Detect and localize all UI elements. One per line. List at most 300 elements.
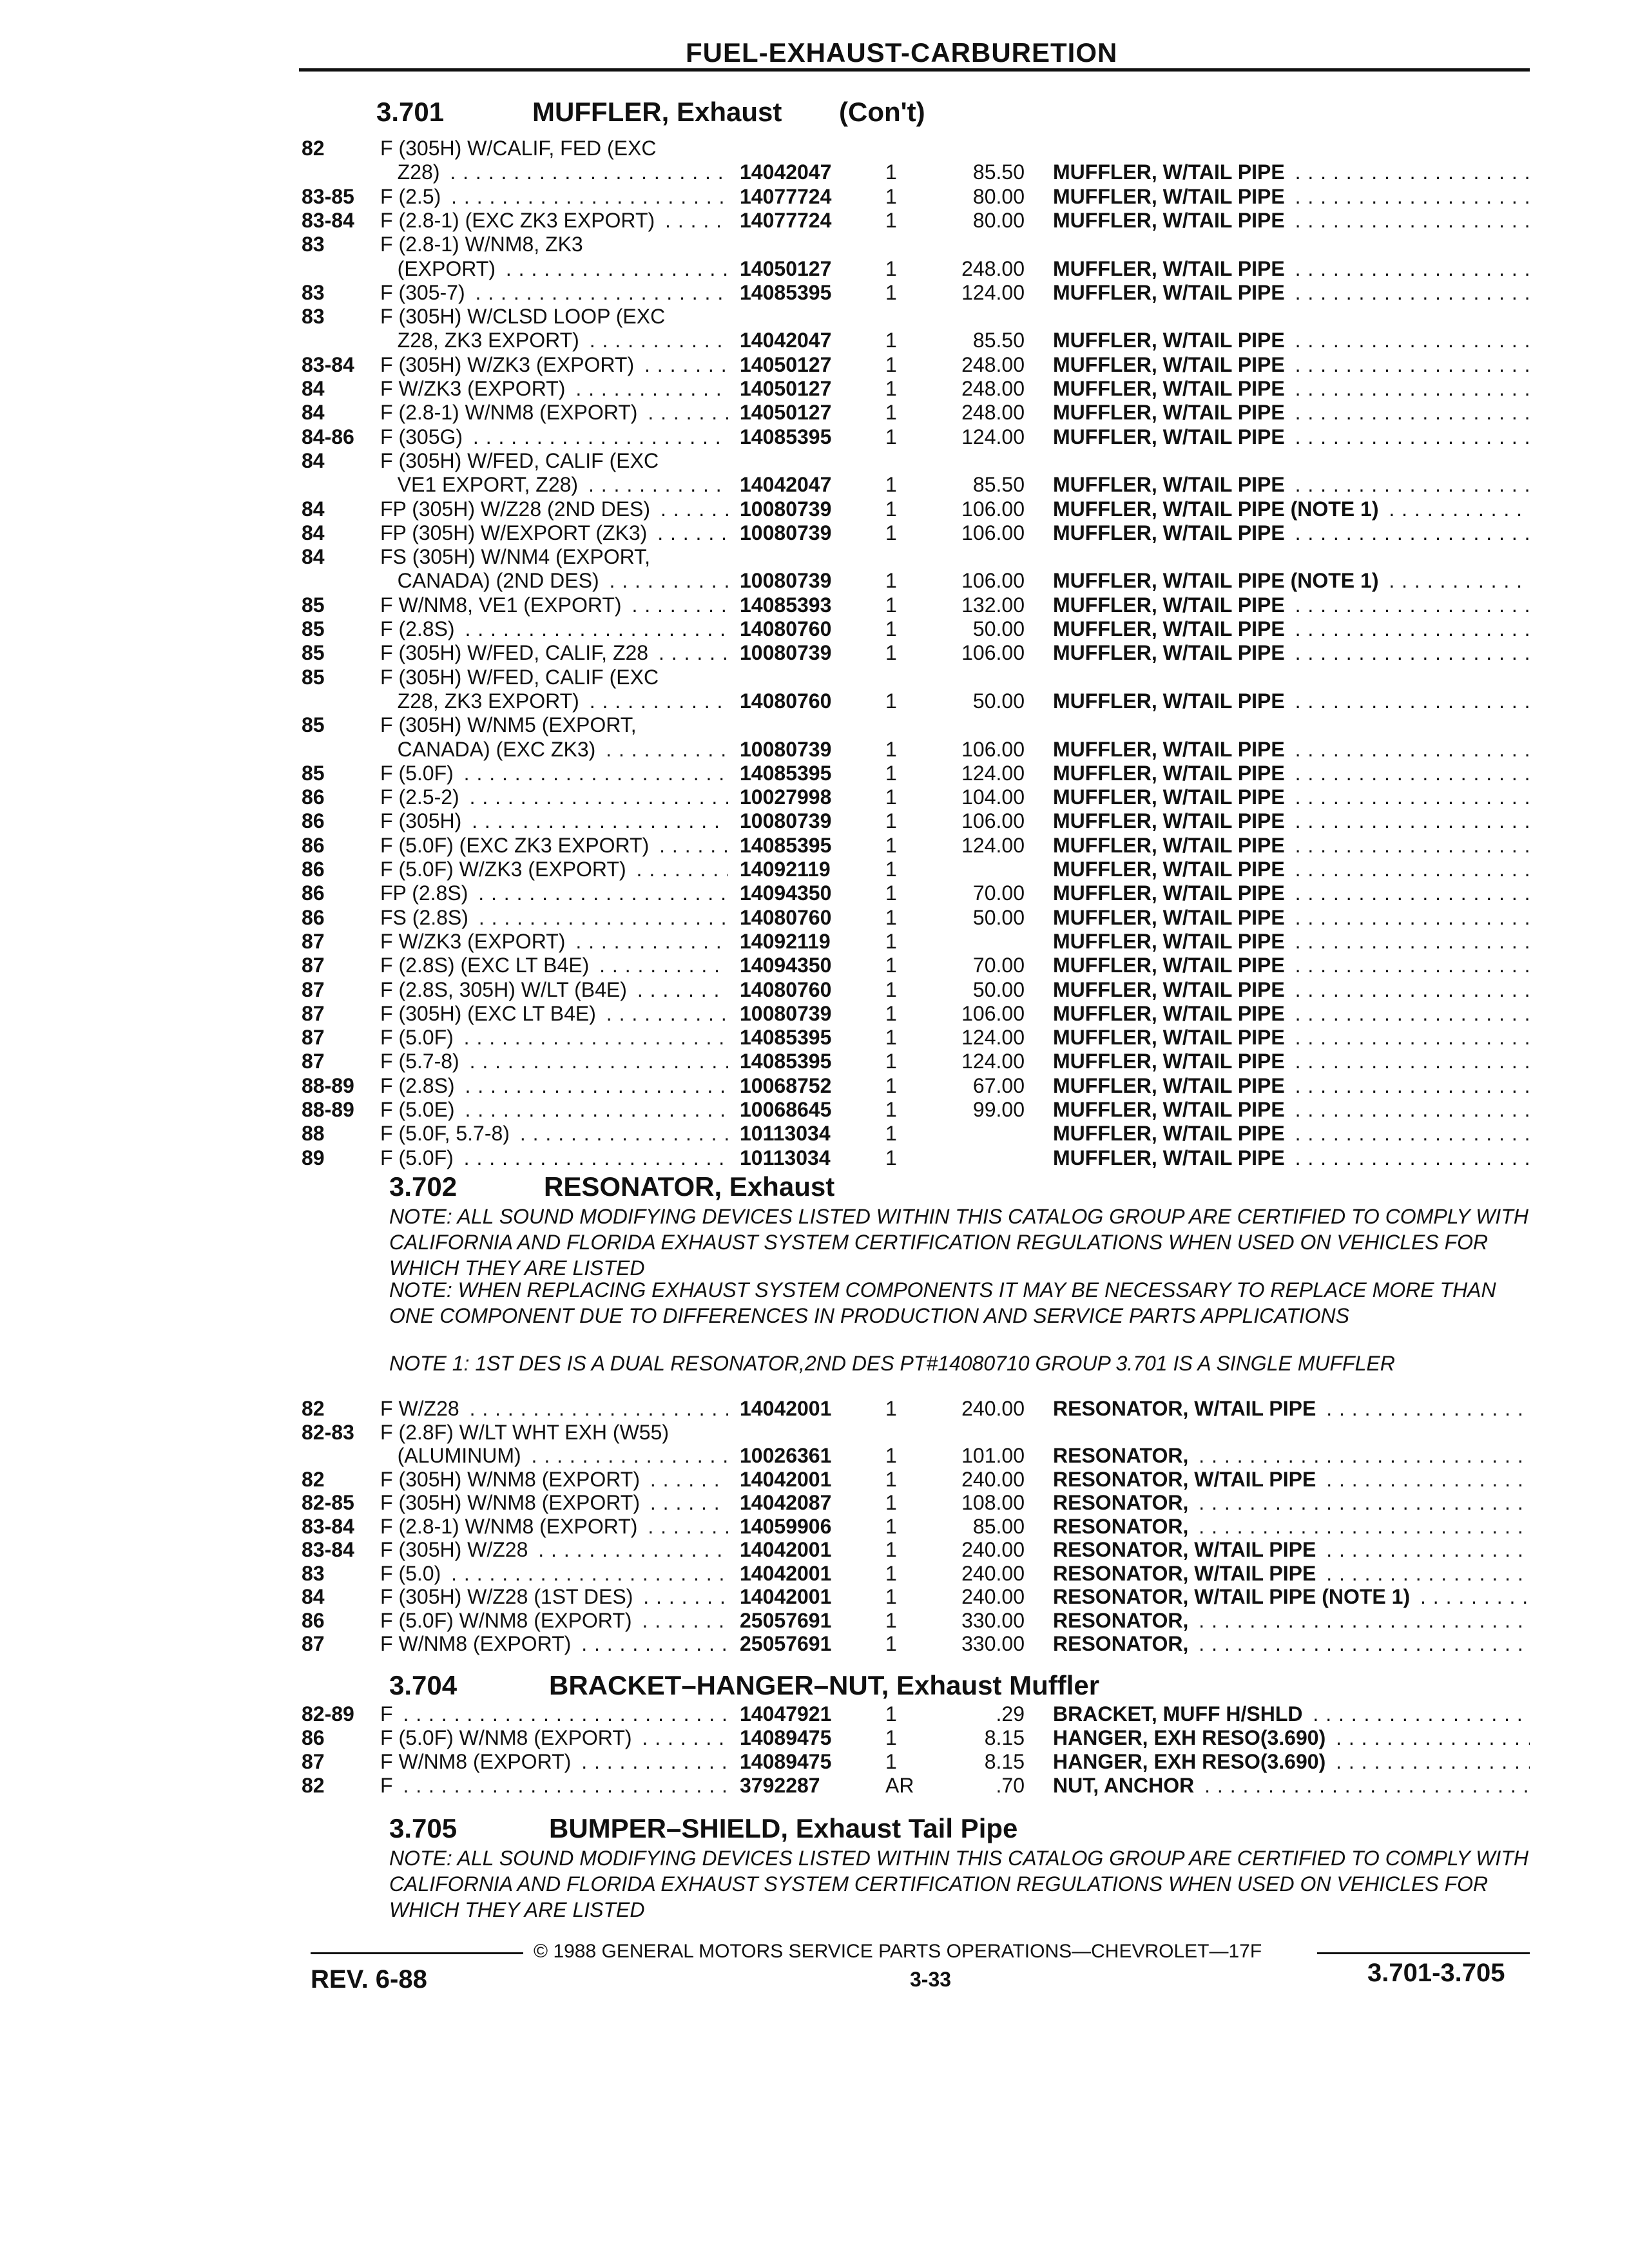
price: 80.00 [972, 185, 1025, 208]
application-description [380, 1444, 728, 1468]
part-name [1053, 906, 1530, 930]
price: 50.00 [972, 689, 1025, 713]
price: 106.00 [961, 641, 1025, 664]
description-text: F (305H) W/NM8 (EXPORT) [380, 1468, 644, 1491]
part-name [1053, 617, 1530, 641]
part-name [1053, 353, 1530, 377]
model-year: 82-83 [302, 1421, 354, 1444]
application-description [380, 209, 728, 233]
quantity: 1 [885, 809, 897, 832]
description-text: F (2.8-1) W/NM8, ZK3 [380, 233, 587, 256]
quantity: 1 [885, 1026, 897, 1049]
part-number: 14080760 [736, 906, 831, 930]
section-title: MUFFLER, Exhaust [532, 97, 782, 127]
quantity: 1 [885, 1562, 897, 1585]
description-text: F (2.8S, 305H) W/LT (B4E) [380, 978, 631, 1001]
model-year: 82-89 [302, 1702, 354, 1725]
model-year: 85 [302, 617, 325, 640]
description-text: F (5.0F) [380, 1026, 458, 1049]
part-name [1053, 954, 1530, 977]
part-name [1053, 1585, 1530, 1609]
part-number: 14042047 [736, 160, 831, 184]
part-name-text: RESONATOR, W/TAIL PIPE [1053, 1562, 1320, 1585]
description-text: F (305H) W/FED, CALIF (EXC [380, 666, 662, 689]
part-name-text: MUFFLER, W/TAIL PIPE [1053, 521, 1289, 544]
description-text: F (2.8S) (EXC LT B4E) [380, 954, 593, 977]
quantity: AR [885, 1774, 914, 1797]
price: 132.00 [961, 593, 1025, 617]
application-description [380, 858, 728, 881]
model-year: 83 [302, 305, 325, 328]
model-year: 85 [302, 593, 325, 617]
part-number: 14080760 [736, 689, 831, 713]
part-name-text: RESONATOR, [1053, 1515, 1192, 1538]
part-name-text: MUFFLER, W/TAIL PIPE [1053, 160, 1289, 184]
application-description [380, 738, 728, 762]
part-name [1053, 978, 1530, 1002]
quantity: 1 [885, 1726, 897, 1749]
price: 99.00 [972, 1098, 1025, 1121]
part-name [1053, 401, 1530, 425]
part-name-text: HANGER, EXH RESO(3.690) [1053, 1750, 1329, 1773]
model-year: 82-85 [302, 1491, 354, 1514]
quantity: 1 [885, 1538, 897, 1561]
quantity: 1 [885, 738, 897, 761]
description-text: F (5.0F) W/ZK3 (EXPORT) [380, 858, 630, 881]
model-year: 86 [302, 1726, 325, 1749]
application-description [380, 1750, 728, 1774]
quantity: 1 [885, 1002, 897, 1025]
part-number: 10068752 [736, 1074, 831, 1098]
part-name [1053, 185, 1530, 209]
price: 101.00 [961, 1444, 1025, 1467]
part-name [1053, 569, 1530, 593]
part-name [1053, 785, 1530, 809]
description-text: F (305H) W/NM8 (EXPORT) [380, 1491, 644, 1514]
price: 124.00 [961, 1026, 1025, 1049]
application-description [380, 713, 728, 737]
application-description [380, 1774, 728, 1798]
application-description [380, 785, 728, 809]
price: 70.00 [972, 881, 1025, 905]
part-name-text: MUFFLER, W/TAIL PIPE [1053, 834, 1289, 857]
model-year: 83 [302, 233, 325, 256]
description-text: F (2.8S) [380, 1074, 459, 1097]
model-year: 83-84 [302, 353, 354, 376]
part-number: 10113034 [736, 1146, 831, 1170]
application-description [380, 521, 728, 545]
part-name-text: MUFFLER, W/TAIL PIPE [1053, 425, 1289, 448]
application-description [380, 353, 728, 377]
model-year: 86 [302, 834, 325, 857]
part-name [1053, 497, 1530, 521]
quantity: 1 [885, 425, 897, 448]
section-note: NOTE: WHEN REPLACING EXHAUST SYSTEM COMPONENTS IT MAY BE NECESSARY TO REPLACE MORE THAN ONE COMPONENT DUE TO DIFFERENCES IN PRODUCTION AND SERVICE PARTS APPLICATIONS [389, 1278, 1496, 1327]
description-text: FP (2.8S) [380, 881, 472, 905]
part-number: 14042001 [736, 1562, 831, 1586]
description-text: F (2.8-1) (EXC ZK3 EXPORT) [380, 209, 659, 232]
price: 50.00 [972, 978, 1025, 1001]
part-name [1053, 1026, 1530, 1050]
application-description [380, 569, 728, 593]
application-description [380, 834, 728, 858]
model-year: 86 [302, 906, 325, 929]
part-name-text: MUFFLER, W/TAIL PIPE [1053, 329, 1289, 352]
part-name [1053, 1515, 1530, 1539]
application-description [380, 593, 728, 617]
part-number: 10080739 [736, 521, 831, 545]
part-number: 14042047 [736, 329, 831, 352]
price: 248.00 [961, 353, 1025, 376]
application-description [380, 233, 728, 256]
description-text: F (305H) (EXC LT B4E) [380, 1002, 600, 1025]
part-name-text: MUFFLER, W/TAIL PIPE [1053, 617, 1289, 640]
section-note: NOTE: ALL SOUND MODIFYING DEVICES LISTED WITHIN THIS CATALOG GROUP ARE CERTIFIED TO COMPLY WITH CALIFORNIA AND FLORIDA EXHAUST SYSTEM CERTIFICATION REGULATIONS WHEN USED ON VEHICLES FOR WHICH THEY ARE LISTED [389, 1205, 1528, 1280]
description-text: F (305H) [380, 809, 465, 832]
application-description [380, 906, 728, 930]
price: 106.00 [961, 521, 1025, 544]
description-text: F (2.5) [380, 185, 445, 208]
model-year: 84 [302, 1585, 325, 1608]
model-year: 86 [302, 785, 325, 809]
application-description [380, 1397, 728, 1421]
application-description [380, 1146, 728, 1170]
part-number: 10080739 [736, 738, 831, 762]
quantity: 1 [885, 569, 897, 592]
part-name-text: MUFFLER, W/TAIL PIPE [1053, 353, 1289, 376]
description-text: Z28, ZK3 EXPORT) [380, 329, 583, 352]
price: 330.00 [961, 1632, 1025, 1655]
description-text: F (305H) W/NM5 (EXPORT, [380, 713, 641, 736]
part-number: 14092119 [736, 930, 831, 954]
price: 106.00 [961, 569, 1025, 592]
model-year: 87 [302, 978, 325, 1001]
part-number: 10027998 [736, 785, 831, 809]
quantity: 1 [885, 521, 897, 544]
part-number: 14085395 [736, 762, 831, 785]
part-number: 10080739 [736, 569, 831, 593]
quantity: 1 [885, 209, 897, 232]
part-name-text: RESONATOR, W/TAIL PIPE (NOTE 1) [1053, 1585, 1414, 1608]
model-year: 82 [302, 137, 325, 160]
part-name-text: MUFFLER, W/TAIL PIPE [1053, 881, 1289, 905]
part-name [1053, 1002, 1530, 1026]
description-text: F (5.0F) [380, 1146, 458, 1169]
quantity: 1 [885, 906, 897, 929]
part-number: 14042001 [736, 1397, 831, 1421]
quantity: 1 [885, 281, 897, 304]
price: 50.00 [972, 906, 1025, 929]
price: 248.00 [961, 257, 1025, 280]
description-text: FP (305H) W/EXPORT (ZK3) [380, 521, 651, 544]
price: 106.00 [961, 497, 1025, 521]
quantity: 1 [885, 689, 897, 713]
description-text: CANADA) (EXC ZK3) [380, 738, 599, 761]
price: 330.00 [961, 1609, 1025, 1632]
price: 240.00 [961, 1562, 1025, 1585]
description-text: Z28) [380, 160, 443, 184]
description-text: F (5.0E) [380, 1098, 459, 1121]
part-number: 14085395 [736, 1026, 831, 1050]
part-name-text: MUFFLER, W/TAIL PIPE [1053, 858, 1289, 881]
description-text: F W/NM8, VE1 (EXPORT) [380, 593, 626, 617]
section-number: 3.702 [389, 1171, 458, 1202]
quantity: 1 [885, 1702, 897, 1725]
part-name-text: MUFFLER, W/TAIL PIPE [1053, 978, 1289, 1001]
model-year: 87 [302, 1632, 325, 1655]
model-year: 89 [302, 1146, 325, 1169]
part-name-text: HANGER, EXH RESO(3.690) [1053, 1726, 1329, 1749]
description-text: F W/NM8 (EXPORT) [380, 1750, 575, 1773]
part-name [1053, 881, 1530, 905]
description-text: F (305H) W/FED, CALIF, Z28 [380, 641, 652, 664]
application-description [380, 809, 728, 833]
part-number: 3792287 [736, 1774, 820, 1798]
description-text: F (2.5-2) [380, 785, 463, 809]
application-description [380, 1515, 728, 1539]
part-name-text: RESONATOR, W/TAIL PIPE [1053, 1468, 1320, 1491]
quantity: 1 [885, 1122, 897, 1145]
part-name [1053, 281, 1530, 305]
description-text: F [380, 1774, 397, 1797]
quantity: 1 [885, 834, 897, 857]
section-number: 3.701 [376, 97, 445, 127]
model-year: 85 [302, 641, 325, 664]
description-text: F W/ZK3 (EXPORT) [380, 930, 569, 953]
quantity: 1 [885, 1397, 897, 1420]
price: 248.00 [961, 377, 1025, 400]
part-name-text: MUFFLER, W/TAIL PIPE [1053, 785, 1289, 809]
part-name-text: MUFFLER, W/TAIL PIPE [1053, 593, 1289, 617]
application-description [380, 281, 728, 305]
application-description [380, 545, 728, 569]
section-title: RESONATOR, Exhaust [544, 1171, 835, 1202]
section-note: NOTE: ALL SOUND MODIFYING DEVICES LISTED WITHIN THIS CATALOG GROUP ARE CERTIFIED TO COMPLY WITH CALIFORNIA AND FLORIDA EXHAUST SYSTEM CERTIFICATION REGULATIONS WHEN USED ON VEHICLES FOR WHICH THEY ARE LISTED [389, 1847, 1528, 1921]
part-number: 14085395 [736, 1050, 831, 1073]
description-text: F W/NM8 (EXPORT) [380, 1632, 575, 1655]
description-text: F (305H) W/CALIF, FED (EXC [380, 137, 660, 160]
model-year: 86 [302, 809, 325, 832]
part-number: 14059906 [736, 1515, 831, 1539]
application-description [380, 160, 728, 184]
part-name-text: RESONATOR, [1053, 1609, 1192, 1632]
model-year: 86 [302, 858, 325, 881]
description-text: FS (305H) W/NM4 (EXPORT, [380, 545, 654, 568]
application-description [380, 978, 728, 1002]
part-name [1053, 1444, 1530, 1468]
description-text: F (2.8S) [380, 617, 459, 640]
part-number: 14080760 [736, 978, 831, 1002]
description-text: F W/ZK3 (EXPORT) [380, 377, 569, 400]
part-number: 14089475 [736, 1750, 831, 1774]
footer-rule-left [311, 1952, 523, 1954]
application-description [380, 617, 728, 641]
part-name [1053, 689, 1530, 713]
part-name-text: MUFFLER, W/TAIL PIPE [1053, 1002, 1289, 1025]
price: 8.15 [984, 1726, 1025, 1749]
part-name-text: NUT, ANCHOR [1053, 1774, 1198, 1797]
part-number: 14080760 [736, 617, 831, 641]
part-name [1053, 762, 1530, 785]
part-number: 14089475 [736, 1726, 831, 1750]
part-number: 10026361 [736, 1444, 831, 1468]
description-text: F (5.0F) W/NM8 (EXPORT) [380, 1609, 636, 1632]
description-text: FP (305H) W/Z28 (2ND DES) [380, 497, 654, 521]
price: 80.00 [972, 209, 1025, 232]
application-description [380, 449, 728, 473]
price: 124.00 [961, 425, 1025, 448]
part-name-text: RESONATOR, [1053, 1444, 1192, 1467]
price: 106.00 [961, 809, 1025, 832]
quantity: 1 [885, 1632, 897, 1655]
description-text: F (305-7) [380, 281, 469, 304]
part-name [1053, 1774, 1530, 1798]
part-number: 10080739 [736, 497, 831, 521]
application-description [380, 401, 728, 425]
application-description [380, 377, 728, 401]
part-number: 14042001 [736, 1468, 831, 1492]
quantity: 1 [885, 1609, 897, 1632]
part-name [1053, 1491, 1530, 1515]
model-year: 87 [302, 1026, 325, 1049]
application-description [380, 425, 728, 449]
application-description [380, 185, 728, 209]
description-text: F (5.0F, 5.7-8) [380, 1122, 514, 1145]
description-text: CANADA) (2ND DES) [380, 569, 603, 592]
model-year: 88-89 [302, 1074, 354, 1097]
part-name-text: MUFFLER, W/TAIL PIPE [1053, 401, 1289, 424]
part-number: 10080739 [736, 641, 831, 665]
part-number: 14085395 [736, 425, 831, 449]
part-name [1053, 1726, 1530, 1750]
application-description [380, 305, 728, 329]
quantity: 1 [885, 930, 897, 953]
application-description [380, 257, 728, 281]
part-name [1053, 329, 1530, 352]
part-name [1053, 473, 1530, 497]
part-name [1053, 1632, 1530, 1656]
part-name [1053, 377, 1530, 401]
part-name-text: MUFFLER, W/TAIL PIPE [1053, 689, 1289, 713]
application-description [380, 930, 728, 954]
part-number: 14077724 [736, 185, 831, 209]
application-description [380, 1026, 728, 1050]
part-name-text: MUFFLER, W/TAIL PIPE (NOTE 1) [1053, 497, 1382, 521]
quantity: 1 [885, 1050, 897, 1073]
part-number: 14085395 [736, 834, 831, 858]
quantity: 1 [885, 1585, 897, 1608]
price: 108.00 [961, 1491, 1025, 1514]
quantity: 1 [885, 377, 897, 400]
quantity: 1 [885, 617, 897, 640]
part-name-text: MUFFLER, W/TAIL PIPE (NOTE 1) [1053, 569, 1382, 592]
part-name [1053, 209, 1530, 233]
application-description [380, 137, 728, 160]
quantity: 1 [885, 785, 897, 809]
price: 85.00 [972, 1515, 1025, 1538]
price: 240.00 [961, 1585, 1025, 1608]
application-description [380, 1122, 728, 1146]
application-description [380, 1562, 728, 1586]
part-name-text: MUFFLER, W/TAIL PIPE [1053, 257, 1289, 280]
part-name-text: MUFFLER, W/TAIL PIPE [1053, 641, 1289, 664]
part-name-text: RESONATOR, W/TAIL PIPE [1053, 1397, 1320, 1420]
application-description [380, 689, 728, 713]
application-description [380, 1074, 728, 1098]
application-description [380, 1098, 728, 1122]
header-rule [299, 68, 1530, 72]
description-text: F (305H) W/FED, CALIF (EXC [380, 449, 662, 472]
model-year: 88 [302, 1122, 325, 1145]
part-name-text: MUFFLER, W/TAIL PIPE [1053, 930, 1289, 953]
footer-page-number: 3-33 [910, 1968, 952, 1991]
price: 240.00 [961, 1538, 1025, 1561]
description-text: F (305H) W/Z28 [380, 1538, 532, 1561]
application-description [380, 1702, 728, 1726]
price: 85.50 [972, 160, 1025, 184]
description-text: F (2.8-1) W/NM8 (EXPORT) [380, 1515, 641, 1538]
quantity: 1 [885, 881, 897, 905]
quantity: 1 [885, 1074, 897, 1097]
part-name-text: RESONATOR, W/TAIL PIPE [1053, 1538, 1320, 1561]
application-description [380, 954, 728, 977]
quantity: 1 [885, 401, 897, 424]
part-name-text: RESONATOR, [1053, 1491, 1192, 1514]
part-number: 14042001 [736, 1585, 831, 1609]
quantity: 1 [885, 858, 897, 881]
price: .29 [996, 1702, 1025, 1725]
part-number: 14094350 [736, 881, 831, 905]
quantity: 1 [885, 1444, 897, 1467]
part-name [1053, 738, 1530, 762]
model-year: 86 [302, 881, 325, 905]
description-text: F W/Z28 [380, 1397, 463, 1420]
part-name-text: MUFFLER, W/TAIL PIPE [1053, 809, 1289, 832]
part-name [1053, 160, 1530, 184]
model-year: 84 [302, 497, 325, 521]
part-name-text: MUFFLER, W/TAIL PIPE [1053, 185, 1289, 208]
price: 124.00 [961, 281, 1025, 304]
price: 67.00 [972, 1074, 1025, 1097]
part-name [1053, 1468, 1530, 1492]
part-name [1053, 1098, 1530, 1122]
description-text: F (5.0F) (EXC ZK3 EXPORT) [380, 834, 653, 857]
quantity: 1 [885, 329, 897, 352]
model-year: 84 [302, 401, 325, 424]
price: 104.00 [961, 785, 1025, 809]
section-note: NOTE 1: 1ST DES IS A DUAL RESONATOR,2ND DES PT#14080710 GROUP 3.701 IS A SINGLE MUFFLER [389, 1352, 1395, 1375]
description-text: FS (2.8S) [380, 906, 472, 929]
model-year: 83-84 [302, 1538, 354, 1561]
part-number: 14042047 [736, 473, 831, 497]
model-year: 88-89 [302, 1098, 354, 1121]
page-header-title: FUEL-EXHAUST-CARBURETION [686, 37, 1118, 68]
description-text: F (305H) W/ZK3 (EXPORT) [380, 353, 638, 376]
application-description [380, 1585, 728, 1609]
description-text: F (2.8-1) W/NM8 (EXPORT) [380, 401, 641, 424]
part-number: 14050127 [736, 353, 831, 377]
part-name [1053, 1122, 1530, 1146]
application-description [380, 1421, 728, 1445]
quantity: 1 [885, 160, 897, 184]
model-year: 84 [302, 521, 325, 544]
part-name [1053, 641, 1530, 665]
section-title: BUMPER–SHIELD, Exhaust Tail Pipe [549, 1813, 1018, 1843]
model-year: 83 [302, 1562, 325, 1585]
model-year: 87 [302, 954, 325, 977]
application-description [380, 1538, 728, 1562]
part-name-text: MUFFLER, W/TAIL PIPE [1053, 1122, 1289, 1145]
